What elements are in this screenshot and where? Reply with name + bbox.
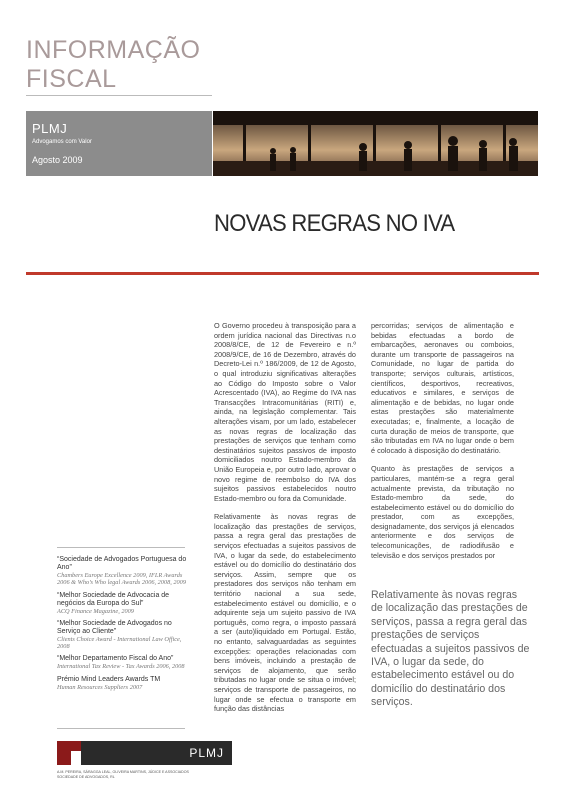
awards-bottom-divider	[57, 728, 185, 729]
paragraph: Relativamente às novas regras de localização das prestações de serviços, passa a regra geral das prestações de serviços efectuadas a sujeitos passivos de IVA, o lugar da sede, do estabelecimento estável ou do domicílio do destinatário dos serviços. Assim, sempre que os prestadores dos serviços não tenham em território nacional a sua sede, estabelecimento estável ou domicílio, e o adquirente seja um sujeito passivo de IVA português, como regra, o imposto passará a ser (auto)liquidado em Portugal. Estão, no entanto, salvaguardadas as seguintes excepções: operações relacionadas com bens imóveis, incluindo a prestação de serviços de alojamento, que serão tributadas no lugar onde se situa o imóvel; serviços de transporte de passageiros, no lugar onde se efectua o transporte em função das distâncias	[214, 512, 356, 714]
firm-line: A.M. PEREIRA, SÁRAGGA LEAL, OLIVEIRA MARTINS, JÚDICE E ASSOCIADOS	[57, 770, 189, 774]
award-title: “Melhor Sociedade de Advogados no Serviço ao Cliente”	[57, 619, 172, 635]
award-source: Clients Choice Award - International Law Office, 2008	[57, 635, 182, 651]
article-title: NOVAS REGRAS NO IVA	[214, 210, 455, 237]
airport-silhouette-image	[213, 111, 538, 176]
award-source: Chambers Europe Excellence 2009, IFLR Awards 2006 & Who’s Who legal Awards 2006, 2008, 2009	[57, 572, 186, 587]
masthead-line2: FISCAL	[26, 65, 117, 93]
footer-firm-name	[57, 770, 257, 779]
issue-date: Agosto 2009	[32, 155, 83, 165]
paragraph: Quanto às prestações de serviços a particulares, mantém-se a regra geral actualmente prevista, da tributação no Estado-membro da sede, do estabelecimento estável ou do domicílio do prestador, com as excepções, designadamente, dos serviços já elencados anteriormente e dos serviços de telecomunicações, de radiodifusão e televisão e dos serviços prestados por	[371, 464, 514, 560]
footer-logo-text: PLMJ	[189, 746, 224, 760]
award-title: “Melhor Sociedade de Advocacia de negócios da Europa do Sul”	[57, 591, 170, 607]
award-source: ACQ Finance Magazine, 2009	[57, 607, 134, 615]
brand-name: PLMJ	[32, 121, 68, 136]
title-rule	[26, 272, 539, 275]
brand-box	[26, 111, 212, 176]
awards-list	[57, 556, 192, 696]
award-item	[57, 676, 192, 691]
pull-quote: Relativamente às novas regras de localização das prestações de serviços, passa a regra geral das prestações de serviços efectuadas a sujeitos passivos de IVA, o lugar da sede, do estabelecimento estável ou do domicílio do destinatário dos serviços.	[371, 589, 530, 709]
logo-mark-accent-icon	[71, 751, 81, 765]
paragraph: percorridas; serviços de alimentação e bebidas efectuadas a bordo de embarcações, aeronaves ou comboios, durante um transporte de passageiros na Comunidade, no lugar de partida do transporte; serviços culturais, artísticos, científicos, desportivos, recreativos, educativos e similares, e serviços de alimentação e de bebidas, no lugar onde estas prestações são materialmente executadas; e, finalmente, a locação de curta duração de meios de transporte, que são tributadas em IVA no lugar onde o bem é colocado à disposição do destinatário.	[371, 321, 514, 455]
award-title: “Melhor Departamento Fiscal do Ano”	[57, 655, 174, 663]
paragraph: O Governo procedeu à transposição para a ordem jurídica nacional das Directivas n.o 2008/8/CE, de 12 de Fevereiro e n.º 2008/9/CE, de 16 de Dezembro, através do Decreto-Lei n.º 186/2009, de 12 de Agosto, o qual introduziu significativas alterações ao Código do Imposto sobre o Valor Acrescentado (IVA), ao Regime do IVA nas Transacções Intracomunitárias (RITI) e, ainda, na legislação complementar. Tais alterações visam, por um lado, estabelecer as novas regras de localização das prestações de serviços que tenham como destinatários sujeitos passivos de imposto domiciliados noutro Estado-membro da União Europeia e, por outro lado, aprovar o novo regime de reembolso do IVA dos sujeitos passivos estabelecidos noutro Estado-membro ou fora da Comunidade.	[214, 321, 356, 503]
article-column-1	[214, 321, 356, 723]
masthead-divider	[26, 95, 212, 96]
award-title: Prémio Mind Leaders Awards TM	[57, 675, 161, 683]
brand-tagline: Advogamos com Valor	[32, 139, 92, 145]
masthead-line1: INFORMAÇÃO	[26, 36, 201, 64]
award-item	[57, 655, 192, 670]
firm-sub: SOCIEDADE DE ADVOGADOS, RL	[57, 774, 115, 779]
award-source: International Tax Review - Tax Awards 2006, 2008	[57, 663, 185, 671]
footer-logo	[57, 741, 232, 765]
awards-divider	[57, 547, 185, 548]
masthead	[26, 36, 226, 94]
award-source: Human Resources Suppliers 2007	[57, 683, 143, 691]
award-title: “Sociedade de Advogados Portuguesa do Ano”	[57, 556, 187, 571]
award-item	[57, 620, 192, 651]
header-photo	[213, 111, 538, 176]
article-column-2	[371, 321, 514, 569]
award-item	[57, 592, 192, 615]
award-item	[57, 556, 192, 587]
